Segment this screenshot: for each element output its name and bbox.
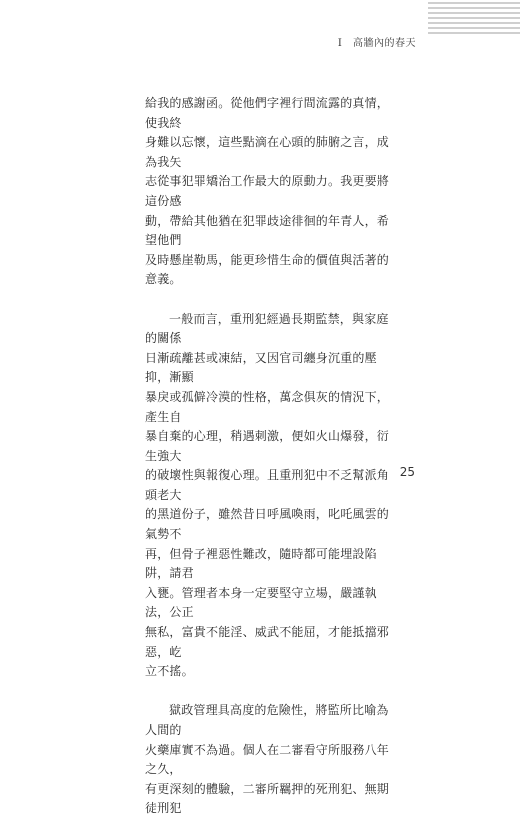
line-text: 的黑道份子，雖然昔日呼風喚雨，叱吒風雲的氣勢不	[145, 507, 390, 542]
text-line	[145, 310, 398, 349]
paragraph	[145, 310, 398, 682]
corner-decoration	[428, 0, 520, 36]
line-text: 的破壞性與報復心理。且重刑犯中不乏幫派角頭老大	[145, 468, 390, 502]
text-line	[145, 349, 398, 388]
running-head	[338, 34, 416, 49]
text-line	[145, 780, 398, 819]
text-line	[145, 251, 398, 290]
line-text: 無私，富貴不能淫、威武不能屈，才能抵擋邪惡，屹	[145, 625, 390, 659]
line-text: 志從事犯罪矯治工作最大的原動力。我更要將這份感	[145, 174, 390, 208]
line-text: 給我的感謝函。從他們字裡行間流露的真情，使我終	[145, 96, 390, 130]
line-text: 立不搖。	[145, 664, 194, 679]
line-text: 暴戾或孤僻冷漠的性格，萬念俱灰的情況下，產生自	[145, 389, 390, 424]
paragraph-gap	[145, 290, 398, 310]
text-line	[145, 427, 398, 466]
body-text	[145, 94, 398, 819]
line-text: 身難以忘懷，這些點滴在心頭的肺腑之言，成為我矢	[145, 135, 390, 169]
line-text: 日漸疏離甚或凍結，又因官司纏身沉重的壓抑，漸顯	[145, 350, 377, 385]
text-line	[145, 133, 398, 172]
text-line	[145, 94, 398, 133]
page-number: 25	[399, 465, 415, 479]
text-line	[145, 584, 398, 623]
line-text: 再，但骨子裡惡性難改，隨時都可能埋設陷阱，請君	[145, 546, 377, 581]
paragraph	[145, 94, 398, 290]
line-text: 動，帶給其他猶在犯罪歧途徘徊的年青人，希望他們	[145, 213, 390, 248]
paragraph	[145, 701, 398, 819]
line-text: 火藥庫實不為過。個人在二審看守所服務八年之久，	[145, 742, 390, 777]
line-text: 獄政管理具高度的危險性，將監所比喻為人間的	[145, 703, 389, 737]
text-line	[145, 388, 398, 427]
line-text: 暴自棄的心理，稍遇刺激，便如火山爆發，衍生強大	[145, 429, 390, 463]
section-title: 高牆內的春天	[353, 38, 416, 49]
text-line	[145, 741, 398, 780]
line-text: 入甕。管理者本身一定要堅守立場，嚴謹執法，公正	[145, 585, 377, 620]
text-line	[145, 662, 398, 682]
line-text: 及時懸崖勒馬，能更珍惜生命的價值與活著的意義。	[145, 252, 390, 287]
text-line	[145, 212, 398, 251]
text-line	[145, 505, 398, 544]
text-line	[145, 623, 398, 662]
text-line	[145, 172, 398, 211]
section-number: I	[337, 38, 343, 49]
paragraph-gap	[145, 682, 398, 702]
text-line	[145, 545, 398, 584]
text-line	[145, 701, 398, 740]
line-text: 一般而言，重刑犯經過長期監禁，與家庭的關係	[145, 311, 389, 346]
line-text: 有更深刻的體驗，二審所羈押的死刑犯、無期徒刑犯	[145, 781, 390, 816]
